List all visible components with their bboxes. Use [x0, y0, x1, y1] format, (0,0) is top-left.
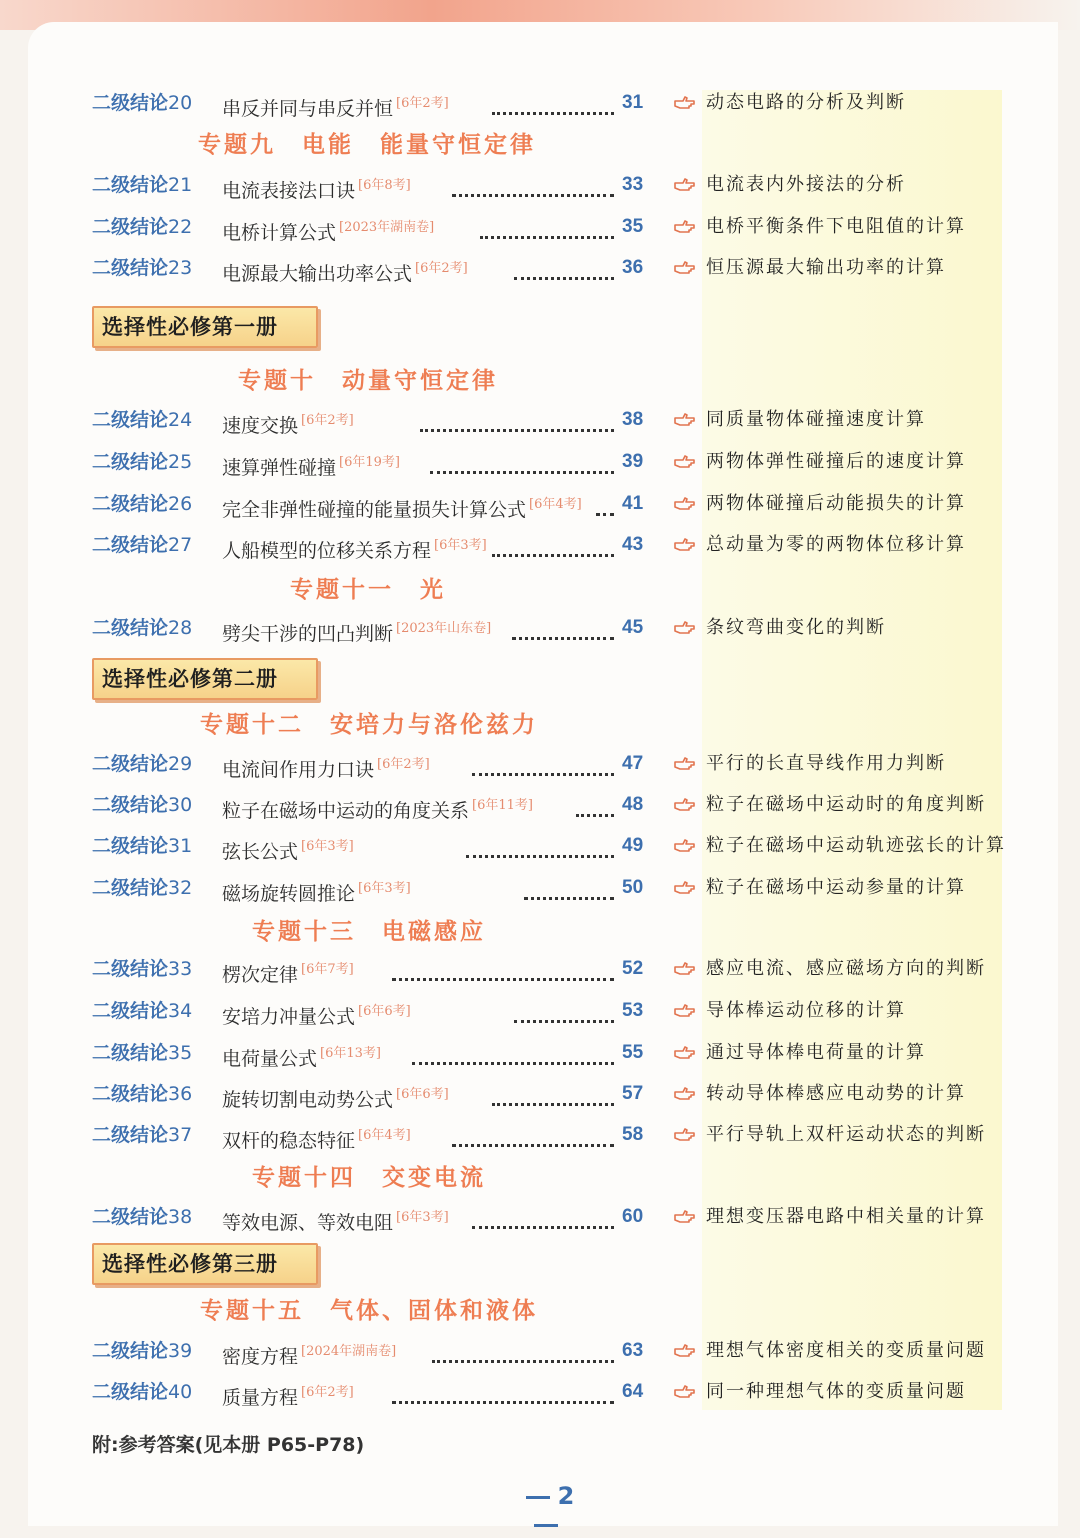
entry-level-label: 二级结论	[92, 534, 169, 556]
dot-leader	[452, 168, 614, 197]
dot-leader	[472, 1200, 614, 1229]
entry-description: 恒压源最大输出功率的计算	[706, 257, 946, 278]
entry-page-number: 64	[622, 1381, 644, 1402]
entry-title-wrap	[222, 1202, 449, 1239]
entry-title-wrap	[222, 613, 491, 650]
entry-level	[92, 871, 192, 905]
volume-banner: 选择性必修第一册	[92, 306, 318, 348]
dot-leader	[514, 251, 614, 280]
entry-title-wrap	[222, 489, 582, 526]
entry-level-label: 二级结论	[92, 1042, 169, 1064]
dot-leader	[452, 1118, 614, 1147]
entry-title-wrap	[222, 873, 411, 910]
page-number	[500, 1482, 592, 1538]
pointing-hand-icon	[674, 219, 696, 235]
exam-frequency-tag: [6年2考]	[415, 261, 468, 276]
entry-page-number: 35	[622, 216, 644, 237]
entry-number: 20	[168, 92, 193, 114]
dot-leader	[392, 952, 614, 981]
entry-title-wrap	[222, 405, 354, 442]
toc-entry[interactable]	[0, 403, 1080, 437]
entry-page-number: 38	[622, 409, 644, 430]
topic-heading: 专题十一 光	[290, 577, 446, 603]
dot-leader	[432, 1334, 614, 1363]
entry-level	[92, 403, 192, 437]
entry-level-label: 二级结论	[92, 877, 169, 899]
exam-frequency-tag: [6年2考]	[396, 96, 449, 111]
entry-page-number: 43	[622, 534, 644, 555]
entry-description: 动态电路的分析及判断	[706, 92, 906, 113]
entry-number: 27	[168, 534, 193, 556]
entry-level-label: 二级结论	[92, 92, 169, 114]
toc-entry[interactable]	[0, 1334, 1080, 1368]
dot-leader	[480, 210, 614, 239]
toc-entry[interactable]	[0, 1118, 1080, 1152]
exam-frequency-tag: [6年3考]	[396, 1210, 449, 1225]
pointing-hand-icon	[674, 1384, 696, 1400]
pointing-hand-icon	[674, 454, 696, 470]
pointing-hand-icon	[674, 177, 696, 193]
exam-frequency-tag: [6年4考]	[358, 1128, 411, 1143]
exam-frequency-tag: [6年2考]	[377, 757, 430, 772]
pointing-hand-icon	[674, 412, 696, 428]
entry-level	[92, 1375, 192, 1409]
entry-title-wrap	[222, 1079, 449, 1116]
entry-page-number: 41	[622, 493, 644, 514]
entry-number: 24	[168, 409, 193, 431]
pointing-hand-icon	[674, 797, 696, 813]
entry-title-wrap	[222, 1038, 381, 1075]
entry-page-number: 50	[622, 877, 644, 898]
entry-page-number: 57	[622, 1083, 644, 1104]
pointing-hand-icon	[674, 1003, 696, 1019]
entry-title: 人船模型的位移关系方程	[222, 540, 432, 562]
entry-number: 36	[168, 1083, 193, 1105]
entry-level-label: 二级结论	[92, 409, 169, 431]
toc-entry[interactable]	[0, 1375, 1080, 1409]
entry-level-label: 二级结论	[92, 216, 169, 238]
entry-level	[92, 445, 192, 479]
entry-description: 感应电流、感应磁场方向的判断	[706, 958, 986, 979]
exam-frequency-tag: [6年6考]	[396, 1087, 449, 1102]
entry-level-label: 二级结论	[92, 617, 169, 639]
entry-description: 粒子在磁场中运动时的角度判断	[706, 794, 986, 815]
entry-description: 两物体碰撞后动能损失的计算	[706, 493, 966, 514]
entry-page-number: 63	[622, 1340, 644, 1361]
entry-title: 速算弹性碰撞	[222, 457, 337, 479]
pointing-hand-icon	[674, 1343, 696, 1359]
entry-level-label: 二级结论	[92, 257, 169, 279]
entry-level-label: 二级结论	[92, 753, 169, 775]
entry-page-number: 60	[622, 1206, 644, 1227]
entry-page-number: 58	[622, 1124, 644, 1145]
entry-level	[92, 86, 192, 120]
dot-leader	[512, 611, 614, 640]
exam-frequency-tag: [6年2考]	[301, 1385, 354, 1400]
dot-leader	[412, 1036, 614, 1065]
entry-level	[92, 952, 192, 986]
entry-number: 38	[168, 1206, 193, 1228]
entry-number: 37	[168, 1124, 193, 1146]
entry-page-number: 53	[622, 1000, 644, 1021]
entry-level-label: 二级结论	[92, 958, 169, 980]
entry-level	[92, 1200, 192, 1234]
entry-description: 两物体弹性碰撞后的速度计算	[706, 451, 966, 472]
exam-frequency-tag: [6年13考]	[320, 1046, 381, 1061]
dot-leader	[514, 994, 614, 1023]
entry-title: 双杆的稳态特征	[222, 1130, 356, 1152]
dot-leader	[430, 445, 614, 474]
toc-entry[interactable]	[0, 1077, 1080, 1111]
entry-description: 理想气体密度相关的变质量问题	[706, 1340, 986, 1361]
entry-title: 电桥计算公式	[222, 222, 337, 244]
entry-title: 密度方程	[222, 1346, 299, 1368]
entry-page-number: 31	[622, 92, 644, 113]
entry-title-wrap	[222, 170, 411, 207]
topic-heading: 专题十四 交变电流	[252, 1165, 486, 1191]
entry-title: 弦长公式	[222, 841, 299, 863]
entry-level-label: 二级结论	[92, 1340, 169, 1362]
pointing-hand-icon	[674, 620, 696, 636]
entry-page-number: 52	[622, 958, 644, 979]
exam-frequency-tag: [6年3考]	[434, 538, 487, 553]
entry-level	[92, 747, 192, 781]
entry-level-label: 二级结论	[92, 493, 169, 515]
entry-level-label: 二级结论	[92, 1124, 169, 1146]
dot-leader	[466, 829, 614, 858]
entry-title: 质量方程	[222, 1387, 299, 1409]
pointing-hand-icon	[674, 1045, 696, 1061]
topic-heading: 专题十 动量守恒定律	[238, 368, 498, 394]
dot-leader	[492, 1077, 614, 1106]
page-number-dash	[526, 1496, 550, 1499]
exam-frequency-tag: [6年8考]	[358, 178, 411, 193]
entry-level-label: 二级结论	[92, 1381, 169, 1403]
entry-level	[92, 829, 192, 863]
entry-title: 粒子在磁场中运动的角度关系	[222, 800, 470, 822]
exam-frequency-tag: [2023年湖南卷]	[339, 220, 435, 235]
topic-heading: 专题十五 气体、固体和液体	[200, 1298, 538, 1324]
entry-title-wrap	[222, 1377, 354, 1414]
entry-title-wrap	[222, 996, 411, 1033]
pointing-hand-icon	[674, 1209, 696, 1225]
dot-leader	[576, 788, 614, 817]
pointing-hand-icon	[674, 880, 696, 896]
entry-title-wrap	[222, 88, 449, 125]
exam-frequency-tag: [6年2考]	[301, 413, 354, 428]
entry-number: 26	[168, 493, 193, 515]
entry-level-label: 二级结论	[92, 835, 169, 857]
entry-title-wrap	[222, 447, 400, 484]
entry-description: 转动导体棒感应电动势的计算	[706, 1083, 966, 1104]
entry-number: 34	[168, 1000, 193, 1022]
entry-description: 通过导体棒电荷量的计算	[706, 1042, 926, 1063]
entry-description: 同一种理想气体的变质量问题	[706, 1381, 966, 1402]
pointing-hand-icon	[674, 496, 696, 512]
entry-title: 串反并同与串反并恒	[222, 98, 394, 120]
toc-entry[interactable]	[0, 210, 1080, 244]
dot-leader	[492, 86, 614, 115]
entry-number: 28	[168, 617, 193, 639]
toc-entry[interactable]	[0, 871, 1080, 905]
entry-description: 平行的长直导线作用力判断	[706, 753, 946, 774]
entry-title: 旋转切割电动势公式	[222, 1089, 394, 1111]
entry-title: 电流表接法口诀	[222, 180, 356, 202]
entry-title: 速度交换	[222, 415, 299, 437]
toc-entry[interactable]	[0, 788, 1080, 822]
pointing-hand-icon	[674, 1127, 696, 1143]
exam-frequency-tag: [6年4考]	[529, 497, 582, 512]
dot-leader	[420, 403, 614, 432]
entry-number: 22	[168, 216, 193, 238]
entry-number: 25	[168, 451, 193, 473]
entry-title-wrap	[222, 253, 468, 290]
exam-frequency-tag: [6年19考]	[339, 455, 400, 470]
entry-number: 35	[168, 1042, 193, 1064]
entry-number: 33	[168, 958, 193, 980]
entry-description: 导体棒运动位移的计算	[706, 1000, 906, 1021]
pointing-hand-icon	[674, 838, 696, 854]
toc-entry[interactable]	[0, 747, 1080, 781]
toc-entry[interactable]	[0, 952, 1080, 986]
entry-level-label: 二级结论	[92, 794, 169, 816]
entry-level-label: 二级结论	[92, 1000, 169, 1022]
entry-level	[92, 251, 192, 285]
entry-level-label: 二级结论	[92, 174, 169, 196]
entry-page-number: 55	[622, 1042, 644, 1063]
entry-level-label: 二级结论	[92, 1083, 169, 1105]
entry-title-wrap	[222, 749, 430, 786]
entry-title-wrap	[222, 212, 434, 249]
entry-number: 39	[168, 1340, 193, 1362]
entry-level	[92, 168, 192, 202]
entry-page-number: 33	[622, 174, 644, 195]
entry-title: 磁场旋转圆推论	[222, 883, 356, 905]
entry-title: 安培力冲量公式	[222, 1006, 356, 1028]
topic-heading: 专题十三 电磁感应	[252, 919, 486, 945]
entry-description: 电流表内外接法的分析	[706, 174, 906, 195]
entry-description: 总动量为零的两物体位移计算	[706, 534, 966, 555]
entry-description: 电桥平衡条件下电阻值的计算	[706, 216, 966, 237]
toc-entry[interactable]	[0, 251, 1080, 285]
entry-page-number: 47	[622, 753, 644, 774]
dot-leader	[472, 747, 614, 776]
toc-entry[interactable]	[0, 1036, 1080, 1070]
entry-title: 楞次定律	[222, 964, 299, 986]
exam-frequency-tag: [2024年湖南卷]	[301, 1344, 397, 1359]
pointing-hand-icon	[674, 756, 696, 772]
toc-entry[interactable]	[0, 1200, 1080, 1234]
entry-number: 40	[168, 1381, 193, 1403]
pointing-hand-icon	[674, 961, 696, 977]
entry-level	[92, 528, 192, 562]
entry-level	[92, 210, 192, 244]
entry-level-label: 二级结论	[92, 1206, 169, 1228]
entry-title-wrap	[222, 954, 354, 991]
dot-leader	[596, 487, 614, 516]
toc-entry[interactable]	[0, 611, 1080, 645]
entry-title-wrap	[222, 530, 487, 567]
topic-heading: 专题九 电能 能量守恒定律	[198, 132, 536, 158]
entry-number: 29	[168, 753, 193, 775]
entry-description: 粒子在磁场中运动参量的计算	[706, 877, 966, 898]
toc-entry[interactable]	[0, 487, 1080, 521]
exam-frequency-tag: [6年3考]	[301, 839, 354, 854]
entry-level	[92, 1118, 192, 1152]
entry-title: 电流间作用力口诀	[222, 759, 375, 781]
entry-level-label: 二级结论	[92, 451, 169, 473]
page-number-dash	[534, 1524, 558, 1527]
entry-description: 理想变压器电路中相关量的计算	[706, 1206, 986, 1227]
exam-frequency-tag: [6年11考]	[472, 798, 533, 813]
pointing-hand-icon	[674, 260, 696, 276]
entry-page-number: 36	[622, 257, 644, 278]
entry-page-number: 45	[622, 617, 644, 638]
exam-frequency-tag: [6年3考]	[358, 881, 411, 896]
toc-entry[interactable]	[0, 829, 1080, 863]
exam-frequency-tag: [6年6考]	[358, 1004, 411, 1019]
pointing-hand-icon	[674, 1086, 696, 1102]
toc-entry[interactable]	[0, 445, 1080, 479]
entry-page-number: 48	[622, 794, 644, 815]
entry-number: 21	[168, 174, 193, 196]
exam-frequency-tag: [6年7考]	[301, 962, 354, 977]
entry-description: 条纹弯曲变化的判断	[706, 617, 886, 638]
pointing-hand-icon	[674, 95, 696, 111]
entry-title: 等效电源、等效电阻	[222, 1212, 394, 1234]
dot-leader	[524, 871, 614, 900]
entry-level	[92, 994, 192, 1028]
toc-entry[interactable]	[0, 994, 1080, 1028]
appendix-note: 附:参考答案(见本册 P65-P78)	[92, 1434, 365, 1456]
entry-title: 电荷量公式	[222, 1048, 318, 1070]
topic-heading: 专题十二 安培力与洛伦兹力	[200, 712, 538, 738]
volume-banner: 选择性必修第三册	[92, 1243, 318, 1285]
entry-description: 平行导轨上双杆运动状态的判断	[706, 1124, 986, 1145]
entry-level	[92, 1077, 192, 1111]
entry-number: 23	[168, 257, 193, 279]
page-number-text: 2	[557, 1482, 575, 1510]
entry-title: 完全非弹性碰撞的能量损失计算公式	[222, 499, 527, 521]
volume-banner: 选择性必修第二册	[92, 658, 318, 700]
entry-level	[92, 611, 192, 645]
entry-title-wrap	[222, 1120, 411, 1157]
entry-number: 31	[168, 835, 193, 857]
entry-title: 劈尖干涉的凹凸判断	[222, 623, 394, 645]
toc-entry[interactable]	[0, 86, 1080, 120]
entry-title-wrap	[222, 831, 354, 868]
entry-number: 32	[168, 877, 193, 899]
entry-description: 粒子在磁场中运动轨迹弦长的计算	[706, 835, 1006, 856]
entry-page-number: 49	[622, 835, 644, 856]
entry-title-wrap	[222, 790, 533, 827]
entry-page-number: 39	[622, 451, 644, 472]
entry-title: 电源最大输出功率公式	[222, 263, 413, 285]
entry-description: 同质量物体碰撞速度计算	[706, 409, 926, 430]
entry-level	[92, 487, 192, 521]
entry-title-wrap	[222, 1336, 396, 1373]
dot-leader	[392, 1375, 614, 1404]
pointing-hand-icon	[674, 537, 696, 553]
exam-frequency-tag: [2023年山东卷]	[396, 621, 492, 636]
entry-level	[92, 1334, 192, 1368]
dot-leader	[492, 528, 614, 557]
entry-number: 30	[168, 794, 193, 816]
entry-level	[92, 788, 192, 822]
toc-entry[interactable]	[0, 528, 1080, 562]
entry-level	[92, 1036, 192, 1070]
toc-entry[interactable]	[0, 168, 1080, 202]
